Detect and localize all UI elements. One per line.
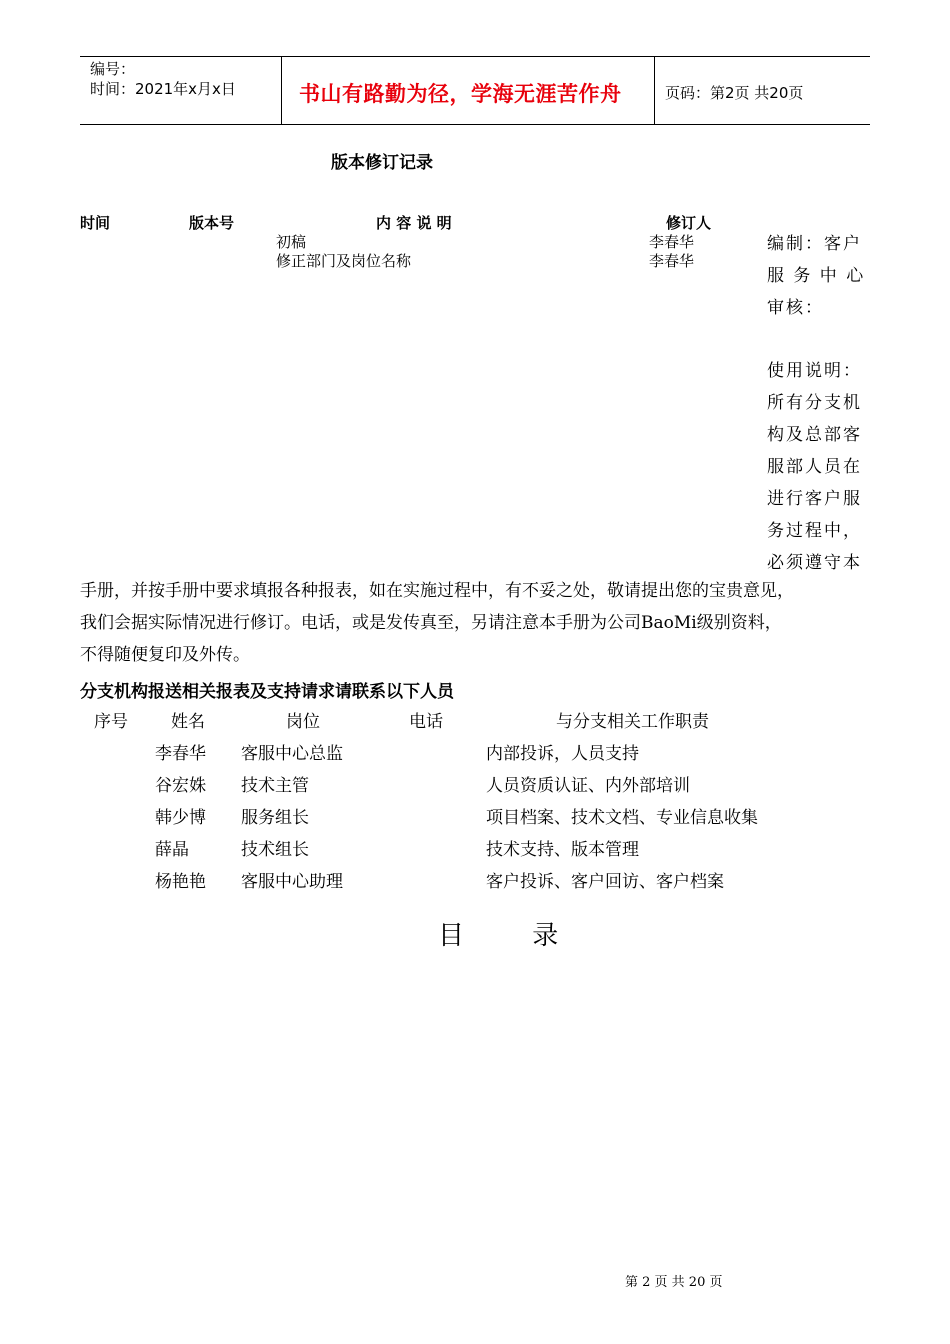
revision-row-reviser: 李春华 (649, 233, 695, 251)
contacts-header-name: 姓名 (171, 712, 205, 732)
revision-column-content: 内 容 说 明 (376, 214, 452, 232)
side-line: 服 务 中 心 (767, 266, 866, 286)
paragraph-line: 我们会据实际情况进行修订。电话，或是发传真至，另请注意本手册为公司BaoMi级别资料， (80, 613, 782, 633)
document-time-label: 时间：2021年x月x日 (90, 80, 236, 98)
contacts-header-phone: 电话 (409, 712, 443, 732)
side-line: 审核： (767, 298, 824, 318)
contact-position: 客服中心助理 (241, 872, 343, 892)
contact-duty: 项目档案、技术文档、专业信息收集 (486, 808, 758, 828)
contact-position: 客服中心总监 (241, 744, 343, 764)
revision-row-reviser: 李春华 (649, 252, 695, 270)
side-line: 服部人员在 (767, 457, 862, 477)
contact-duty: 内部投诉，人员支持 (486, 744, 639, 764)
contact-position: 技术主管 (241, 776, 309, 796)
side-line: 进行客户服 (767, 489, 862, 509)
contact-name: 韩少博 (155, 808, 206, 828)
side-line: 务过程中， (767, 521, 862, 541)
page-footer: 第 2 页 共 20 页 (625, 1275, 723, 1290)
contact-position: 技术组长 (241, 840, 309, 860)
header-motto: 书山有路勤为径，学海无涯苦作舟 (299, 82, 622, 106)
side-line: 编制：客户 (767, 234, 862, 254)
revision-column-version: 版本号 (189, 214, 235, 232)
side-line: 构及总部客 (767, 425, 862, 445)
contact-name: 薛晶 (155, 840, 189, 860)
contacts-header-index: 序号 (94, 712, 128, 732)
revision-row-content: 初稿 (276, 233, 307, 251)
contact-duty: 客户投诉、客户回访、客户档案 (486, 872, 724, 892)
header-divider (281, 57, 282, 124)
side-line: 必须遵守本 (767, 553, 862, 573)
revision-title: 版本修订记录 (331, 153, 433, 173)
header-bottom-rule (80, 124, 870, 125)
revision-column-reviser: 修订人 (666, 214, 712, 232)
revision-row-content: 修正部门及岗位名称 (276, 252, 412, 270)
contact-position: 服务组长 (241, 808, 309, 828)
contact-name: 李春华 (155, 744, 206, 764)
header-divider (654, 57, 655, 124)
paragraph-line: 手册，并按手册中要求填报各种报表，如在实施过程中，有不妥之处，敬请提出您的宝贵意见， (80, 581, 794, 601)
page-number-label: 页码：第2页 共20页 (665, 84, 804, 102)
toc-title: 目 录 (438, 921, 589, 951)
paragraph-line: 不得随便复印及外传。 (80, 645, 250, 665)
document-number-label: 编号： (90, 60, 136, 78)
header-top-rule (80, 56, 870, 57)
side-line: 使用说明： (767, 361, 862, 381)
contacts-header-duty: 与分支相关工作职责 (556, 712, 709, 732)
contact-name: 谷宏姝 (155, 776, 206, 796)
contacts-header-position: 岗位 (286, 712, 320, 732)
contact-duty: 技术支持、版本管理 (486, 840, 639, 860)
contact-name: 杨艳艳 (155, 872, 206, 892)
revision-column-time: 时间 (80, 214, 111, 232)
side-line: 所有分支机 (767, 393, 862, 413)
contacts-title: 分支机构报送相关报表及支持请求请联系以下人员 (80, 682, 454, 702)
contact-duty: 人员资质认证、内外部培训 (486, 776, 690, 796)
